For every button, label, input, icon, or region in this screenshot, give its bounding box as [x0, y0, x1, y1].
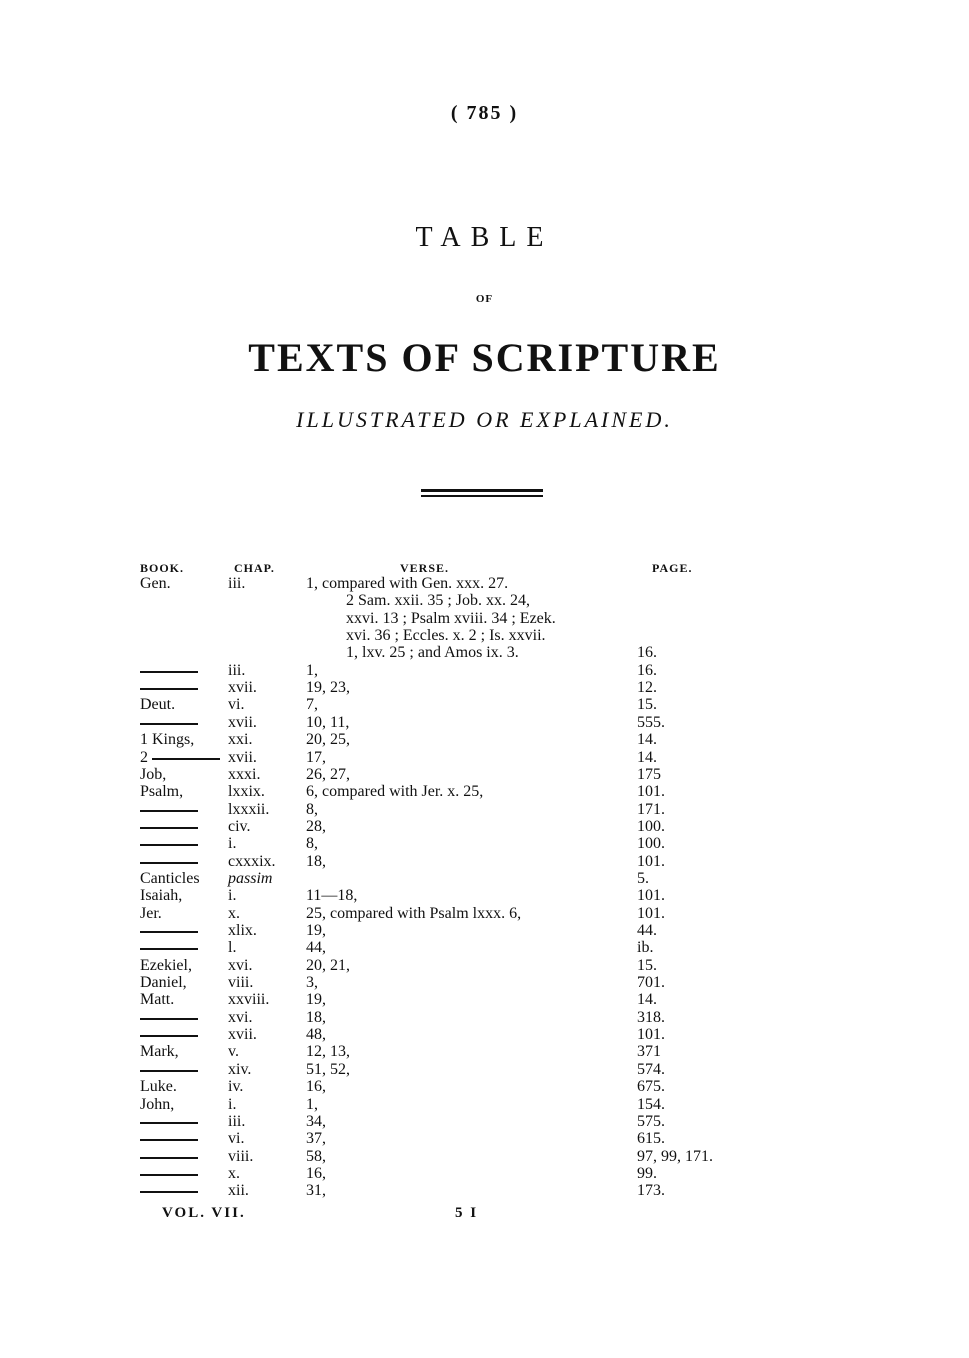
- verse-cell: 8,: [306, 800, 318, 818]
- chap-cell: vi.: [228, 696, 245, 714]
- verse-cell: 19,: [306, 991, 326, 1009]
- chap-cell: l.: [228, 939, 237, 957]
- verse-cell: 48,: [306, 1026, 326, 1044]
- book-cell: John,: [140, 1095, 175, 1113]
- verse-cell: 18,: [306, 1008, 326, 1026]
- book-cell: Canticles: [140, 869, 200, 887]
- verse-cell: 44,: [306, 939, 326, 957]
- chap-cell: viii.: [228, 974, 254, 992]
- page-cell: 14.: [637, 731, 657, 749]
- table-row: [0, 1026, 969, 1044]
- book-cell: Ezekiel,: [140, 956, 192, 974]
- page-cell: 175: [637, 765, 661, 783]
- ditto-dash: [140, 1122, 198, 1124]
- page-cell: 615.: [637, 1130, 665, 1148]
- double-rule-top: [421, 489, 543, 492]
- table-row: [0, 1148, 969, 1166]
- verse-cell: 20, 25,: [306, 731, 350, 749]
- page-cell: 100.: [637, 817, 665, 835]
- chap-cell: xvi.: [228, 956, 253, 974]
- verse-cell: 6, compared with Jer. x. 25,: [306, 783, 484, 801]
- verse-cell: 37,: [306, 1130, 326, 1148]
- table-row: [0, 1182, 969, 1200]
- title-subtitle: ILLUSTRATED OR EXPLAINED.: [296, 407, 673, 432]
- chap-cell: x.: [228, 904, 240, 922]
- footer-volume: VOL. VII.: [162, 1205, 246, 1221]
- table-row: [0, 939, 969, 957]
- verse-cell: 26, 27,: [306, 765, 350, 783]
- verse-cell: 19, 23,: [306, 679, 350, 697]
- chap-cell: i.: [228, 887, 237, 905]
- ditto-dash: [140, 723, 198, 725]
- page-cell: 15.: [637, 696, 657, 714]
- ditto-dash: [140, 844, 198, 846]
- verse-cell: 31,: [306, 1182, 326, 1200]
- chap-cell: v.: [228, 1043, 239, 1061]
- table-row: [0, 905, 969, 923]
- table-row: [0, 974, 969, 992]
- book-cell: Gen.: [140, 575, 171, 592]
- column-header-verse: VERSE.: [400, 561, 450, 575]
- page-cell: 371: [637, 1043, 661, 1061]
- page-cell: 318.: [637, 1008, 665, 1026]
- chap-cell: xvii.: [228, 1026, 257, 1044]
- table-row: [0, 991, 969, 1009]
- table-row: [0, 870, 969, 888]
- ditto-dash: [140, 948, 198, 950]
- verse-cell: 1,: [306, 1095, 318, 1113]
- ditto-dash: [140, 1174, 198, 1176]
- ditto-dash: [140, 1157, 198, 1159]
- verse-cell: 18,: [306, 852, 326, 870]
- book-cell: Isaiah,: [140, 887, 183, 905]
- table-row: [0, 887, 969, 905]
- chap-cell: xlix.: [228, 922, 257, 939]
- ditto-dash: [152, 758, 220, 760]
- chap-cell: lxxxii.: [228, 800, 270, 818]
- page-cell: 173.: [637, 1182, 665, 1200]
- chap-cell: xii.: [228, 1182, 249, 1200]
- table-row: [0, 696, 969, 714]
- verse-cell: 20, 21,: [306, 956, 350, 974]
- page-cell: 99.: [637, 1164, 657, 1182]
- chap-cell: lxxix.: [228, 783, 265, 801]
- book-cell: Mark,: [140, 1043, 179, 1061]
- table-row: [0, 1078, 969, 1096]
- verse-cell: 25, compared with Psalm lxxx. 6,: [306, 904, 522, 922]
- table-row: [0, 1113, 969, 1131]
- page-cell: 14.: [637, 991, 657, 1009]
- table-row: [0, 714, 969, 732]
- verse-cell: 7,: [306, 696, 318, 714]
- table-row: [0, 610, 969, 628]
- book-cell: Luke.: [140, 1078, 177, 1096]
- table-row: [0, 835, 969, 853]
- verse-cell: xvi. 36 ; Eccles. x. 2 ; Is. xxvii.: [346, 627, 546, 645]
- column-header-book: BOOK.: [140, 561, 185, 575]
- double-rule-bottom: [421, 495, 543, 497]
- verse-cell: 16,: [306, 1078, 326, 1096]
- verse-cell: 12, 13,: [306, 1043, 350, 1061]
- ditto-dash: [140, 1035, 198, 1037]
- chap-cell: passim: [228, 869, 273, 887]
- verse-cell: 8,: [306, 835, 318, 853]
- verse-cell: 28,: [306, 817, 326, 835]
- table-row: [0, 818, 969, 836]
- ditto-dash: [140, 688, 198, 690]
- ditto-dash: [140, 827, 198, 829]
- chap-cell: xvii.: [228, 713, 257, 731]
- book-cell: Jer.: [140, 904, 162, 922]
- table-row: [0, 801, 969, 819]
- page-cell: 701.: [637, 974, 665, 992]
- table-row: [0, 1043, 969, 1061]
- table-row: [0, 1009, 969, 1027]
- page-cell: 154.: [637, 1095, 665, 1113]
- table-row: [0, 957, 969, 975]
- page-cell: 100.: [637, 835, 665, 853]
- page-cell: 574.: [637, 1060, 665, 1078]
- column-header-chap: CHAP.: [234, 561, 275, 575]
- page-cell: 44.: [637, 922, 657, 939]
- verse-cell: 51, 52,: [306, 1060, 350, 1078]
- page-cell: 12.: [637, 679, 657, 697]
- table-row: [0, 1130, 969, 1148]
- verse-cell: xxvi. 13 ; Psalm xviii. 34 ; Ezek.: [346, 609, 556, 627]
- column-header-page: PAGE.: [652, 561, 693, 575]
- page-cell: 14.: [637, 748, 657, 766]
- book-cell: Deut.: [140, 696, 176, 714]
- page-cell: 101.: [637, 852, 665, 870]
- chap-cell: xvi.: [228, 1008, 253, 1026]
- verse-cell: 16,: [306, 1164, 326, 1182]
- table-row: [0, 592, 969, 610]
- page-cell: 675.: [637, 1078, 665, 1096]
- page-cell: 101.: [637, 887, 665, 905]
- footer-signature: 5 I: [455, 1205, 479, 1221]
- chap-cell: iii.: [228, 1112, 246, 1130]
- page-cell: ib.: [637, 939, 654, 957]
- page-cell: 97, 99, 171.: [637, 1147, 713, 1165]
- chap-cell: civ.: [228, 817, 251, 835]
- chap-cell: xxi.: [228, 731, 253, 749]
- chap-cell: xvii.: [228, 748, 257, 766]
- verse-cell: 10, 11,: [306, 713, 350, 731]
- table-row: [0, 662, 969, 680]
- table-row: [0, 922, 969, 940]
- chap-cell: iv.: [228, 1078, 244, 1096]
- chap-cell: cxxxix.: [228, 852, 276, 870]
- table-row: [0, 575, 969, 593]
- verse-cell: 1, compared with Gen. xxx. 27.: [306, 575, 509, 592]
- ditto-dash: [140, 1191, 198, 1193]
- page-cell: 575.: [637, 1112, 665, 1130]
- table-row: [0, 783, 969, 801]
- ditto-dash: [140, 1139, 198, 1141]
- page-cell: 15.: [637, 956, 657, 974]
- chap-cell: xiv.: [228, 1060, 252, 1078]
- ditto-dash: [140, 1018, 198, 1020]
- chap-cell: xxviii.: [228, 991, 270, 1009]
- chap-cell: i.: [228, 835, 237, 853]
- verse-cell: 1,: [306, 661, 318, 679]
- page-cell: 16.: [637, 644, 657, 662]
- chap-cell: viii.: [228, 1147, 254, 1165]
- verse-cell: 19,: [306, 922, 326, 939]
- page-cell: 101.: [637, 904, 665, 922]
- chap-cell: iii.: [228, 575, 246, 592]
- title-main: TEXTS OF SCRIPTURE: [248, 335, 721, 380]
- table-row: [0, 731, 969, 749]
- table-row: [0, 749, 969, 767]
- table-row: [0, 679, 969, 697]
- verse-cell: 1, lxv. 25 ; and Amos ix. 3.: [346, 644, 519, 662]
- title-of: OF: [475, 293, 494, 305]
- verse-cell: 34,: [306, 1112, 326, 1130]
- book-cell: Daniel,: [140, 974, 187, 992]
- chap-cell: xxxi.: [228, 765, 261, 783]
- ditto-dash: [140, 931, 198, 933]
- ditto-dash: [140, 862, 198, 864]
- verse-cell: 3,: [306, 974, 318, 992]
- table-row: [0, 644, 969, 662]
- verse-cell: 11—18,: [306, 887, 358, 905]
- book-cell: 2: [140, 748, 148, 766]
- chap-cell: vi.: [228, 1130, 245, 1148]
- page-cell: 101.: [637, 783, 665, 801]
- table-row: [0, 627, 969, 645]
- title-table: TABLE: [415, 222, 554, 253]
- page-number: ( 785 ): [450, 102, 519, 124]
- table-row: [0, 1165, 969, 1183]
- ditto-dash: [140, 810, 198, 812]
- chap-cell: x.: [228, 1164, 240, 1182]
- page-cell: 171.: [637, 800, 665, 818]
- book-cell: 1 Kings,: [140, 731, 195, 749]
- page-cell: 5.: [637, 869, 649, 887]
- ditto-dash: [140, 1070, 198, 1072]
- page-cell: 16.: [637, 661, 657, 679]
- page-cell: 101.: [637, 1026, 665, 1044]
- verse-cell: 2 Sam. xxii. 35 ; Job. xx. 24,: [346, 592, 531, 610]
- book-cell: Matt.: [140, 991, 175, 1009]
- chap-cell: iii.: [228, 661, 246, 679]
- chap-cell: xvii.: [228, 679, 257, 697]
- table-row: [0, 766, 969, 784]
- table-row: [0, 1096, 969, 1114]
- book-cell: Psalm,: [140, 783, 184, 801]
- table-row: [0, 853, 969, 871]
- book-cell: Job,: [140, 765, 167, 783]
- chap-cell: i.: [228, 1095, 237, 1113]
- page-cell: 555.: [637, 713, 665, 731]
- table-row: [0, 1061, 969, 1079]
- verse-cell: 17,: [306, 748, 326, 766]
- ditto-dash: [140, 671, 198, 673]
- verse-cell: 58,: [306, 1147, 326, 1165]
